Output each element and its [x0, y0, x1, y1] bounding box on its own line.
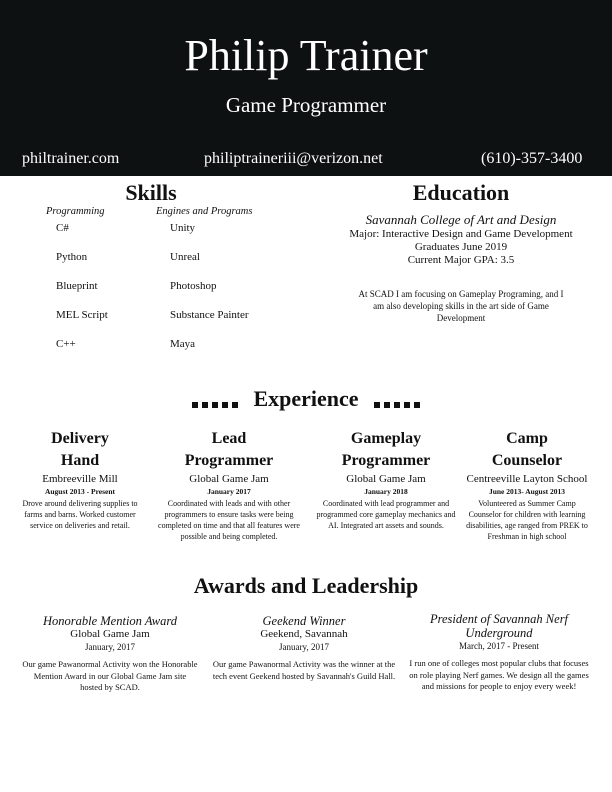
skill-engine: Substance Painter	[170, 309, 249, 321]
skill-programming: C#	[56, 222, 69, 234]
experience-item	[462, 428, 592, 542]
experience-item	[14, 428, 146, 531]
award-description: Our game Pawanormal Activity won the Honorable Mention Award in our Global Game Jam site hosted by SCAD.	[22, 659, 198, 692]
skill-programming: Blueprint	[56, 280, 98, 292]
education-note: At SCAD I am focusing on Gameplay Programing, and I am also developing skills in the art side of Game Development	[358, 289, 564, 323]
award-title: Honorable Mention Award	[42, 614, 178, 628]
award-date: March, 2017 - Present	[459, 641, 539, 651]
job-org: Global Game Jam	[346, 473, 426, 485]
job-org: Global Game Jam	[189, 473, 269, 485]
major: Major: Interactive Design and Game Development	[349, 228, 573, 240]
engines-label: Engines and Programs	[156, 206, 253, 217]
skill-programming: Python	[56, 251, 88, 263]
skill-engine: Unity	[170, 222, 196, 234]
award-org: Geekend, Savannah	[260, 628, 348, 640]
skill-engine: Maya	[170, 338, 196, 350]
candidate-title: Game Programmer	[225, 93, 387, 117]
experience-heading-row	[0, 386, 612, 414]
divider-dots	[190, 388, 240, 414]
job-title: Delivery Hand	[51, 430, 109, 469]
skill-programming: MEL Script	[56, 309, 108, 321]
award-item	[212, 614, 396, 682]
award-date: January, 2017	[279, 642, 329, 652]
email-link[interactable]: philiptraineriii@verizon.net	[204, 150, 383, 167]
resume-header	[0, 0, 612, 176]
skill-engine: Photoshop	[170, 280, 217, 292]
divider-dots	[372, 388, 422, 414]
experience-item	[316, 428, 456, 531]
job-date: August 2013 - Present	[44, 487, 116, 496]
job-title: Lead Programmer	[184, 430, 274, 469]
award-item	[408, 612, 590, 693]
job-org: Embreeville Mill	[42, 473, 118, 485]
graduation-date: Graduates June 2019	[414, 241, 508, 253]
award-date: January, 2017	[85, 642, 135, 652]
candidate-name: Philip Trainer	[184, 31, 428, 80]
gpa: Current Major GPA: 3.5	[407, 254, 515, 266]
experience-item	[150, 428, 308, 542]
education-heading: Education	[412, 180, 510, 205]
award-item	[22, 614, 198, 694]
experience-heading: Experience	[253, 386, 359, 411]
job-description: Coordinated with lead programmer and programmed core gameplay mechanics and AI. Integrated art assets and sounds.	[316, 499, 456, 530]
skills-heading: Skills	[125, 180, 177, 205]
skill-programming: C++	[56, 338, 76, 350]
job-title: Camp Counselor	[491, 430, 563, 469]
awards-heading: Awards and Leadership	[193, 573, 419, 598]
award-title: Geekend Winner	[262, 614, 346, 628]
programming-label: Programming	[46, 206, 105, 217]
job-description: Volunteered as Summer Camp Counselor for children with learning disabilities, age ranged from PREK to Freshman in high school	[466, 499, 588, 541]
job-org: Centreeville Layton School	[466, 473, 588, 485]
job-description: Coordinated with leads and with other programmers to ensure tasks were being completed on time and that all features were possible and being completed.	[158, 499, 300, 541]
award-title: President of Savannah Nerf Underground	[429, 612, 569, 640]
phone-number: (610)-357-3400	[481, 150, 583, 167]
job-date: June 2013- August 2013	[488, 487, 566, 496]
school-name: Savannah College of Art and Design	[365, 212, 557, 227]
award-description: Our game Pawanormal Activity was the winner at the tech event Geekend hosted by Savannah's Guild Hall.	[212, 659, 396, 681]
award-description: I run one of colleges most popular clubs that focuses on role playing Nerf games. We design all the games and missions for people to enjoy every week!	[409, 658, 589, 691]
job-date: January 2017	[207, 487, 251, 496]
education-block	[330, 212, 592, 267]
award-org: Global Game Jam	[70, 628, 150, 640]
skill-engine: Unreal	[170, 251, 200, 263]
website-link[interactable]: philtrainer.com	[22, 150, 120, 167]
job-title: Gameplay Programmer	[341, 430, 431, 469]
job-description: Drove around delivering supplies to farms and barns. Worked customer service on deliveries and retail.	[22, 499, 138, 530]
job-date: January 2018	[364, 487, 408, 496]
